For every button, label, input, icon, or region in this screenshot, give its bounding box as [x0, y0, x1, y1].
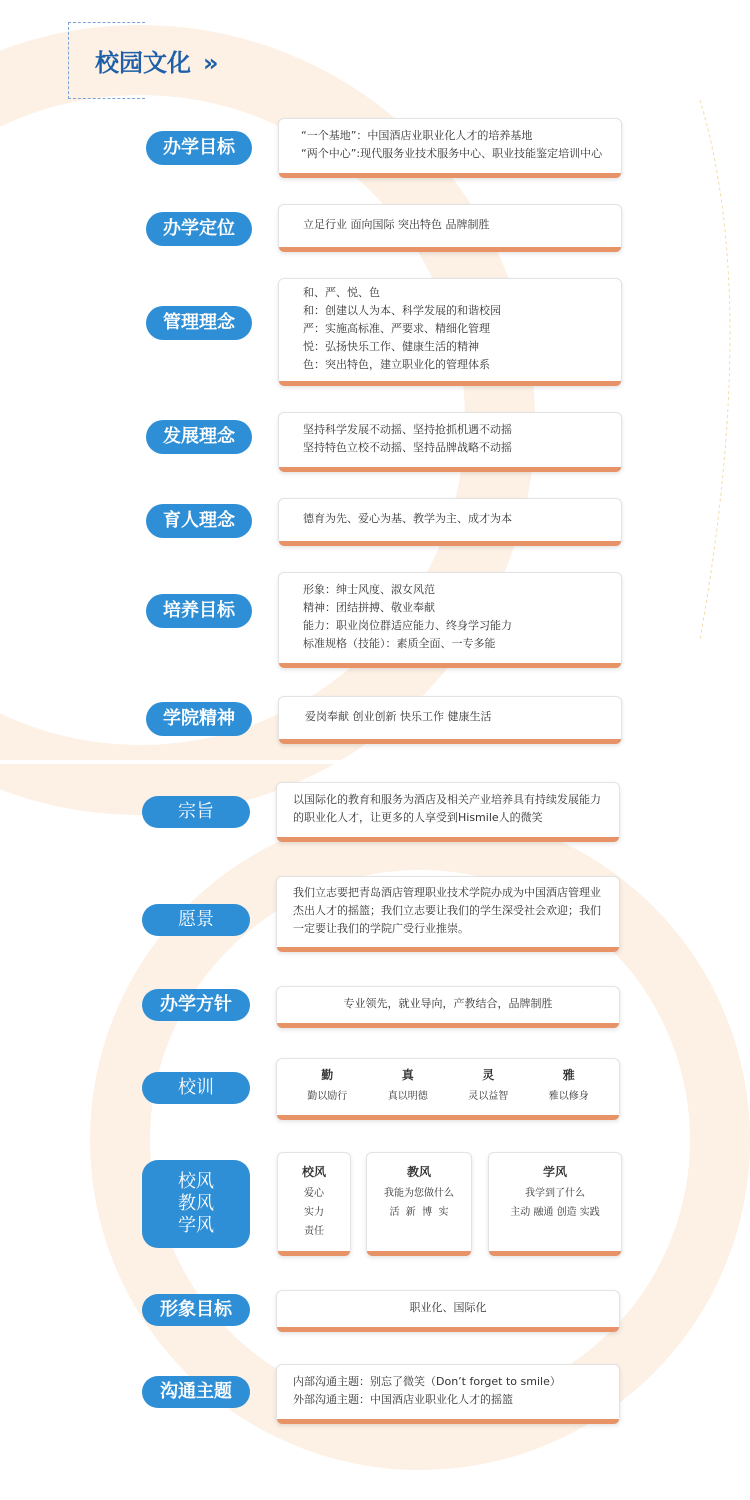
text-line: 的职业化人才，让更多的人享受到Hismile人的微笑: [293, 811, 543, 824]
box-image-goal: [276, 1290, 620, 1332]
style-title: 学风: [542, 1165, 567, 1179]
label-college-spirit: 学院精神: [146, 702, 252, 736]
label-management-concept: 管理理念: [146, 306, 252, 340]
text-line: 和、严、悦、色: [303, 286, 380, 299]
text-line: 色：突出特色，建立职业化的管理体系: [303, 358, 490, 371]
label-line: 学风: [178, 1215, 214, 1236]
page-title-text: 校园文化: [95, 49, 191, 77]
text-line: 德育为先、爱心为基、教学为主、成才为本: [303, 512, 512, 525]
text-line: 外部沟通主题：中国酒店业职业化人才的摇篮: [293, 1393, 513, 1406]
label-motto: 校训: [142, 1072, 250, 1104]
motto-phrase: 灵以益智: [468, 1091, 509, 1102]
text-line: “两个中心”:现代服务业技术服务中心、职业技能鉴定培训中心: [301, 147, 603, 160]
text-line: 爱岗奉献 创业创新 快乐工作 健康生活: [305, 710, 492, 723]
box-learning-style: [488, 1152, 622, 1256]
motto-char: 勤: [321, 1068, 334, 1082]
label-image-goal: 形象目标: [142, 1294, 250, 1326]
text-line: 悦：弘扬快乐工作、健康生活的精神: [303, 340, 479, 353]
style-title: 校风: [301, 1165, 326, 1179]
text-line: 立足行业 面向国际 突出特色 品牌制胜: [303, 218, 490, 231]
style-line: 我能为您做什么: [384, 1188, 454, 1199]
motto-item: [529, 1066, 609, 1106]
text-line: 和：创建以人为本、科学发展的和谐校园: [303, 304, 501, 317]
motto-item: [368, 1066, 448, 1106]
motto-phrase: 雅以修身: [548, 1091, 589, 1102]
label-vision: 愿景: [142, 904, 250, 936]
box-mission: [276, 782, 620, 842]
box-training-goal: [278, 572, 622, 668]
motto-item: [287, 1066, 367, 1106]
box-vision: [276, 876, 620, 952]
motto-char: 雅: [562, 1068, 575, 1082]
text-line: 精神：团结拼搏、敬业奉献: [303, 601, 435, 614]
text-line: 专业领先，就业导向，产教结合，品牌制胜: [343, 997, 553, 1010]
label-guideline: 办学方针: [142, 989, 250, 1021]
style-line: 责任: [304, 1226, 324, 1237]
text-line: 职业化、国际化: [409, 1301, 487, 1314]
box-development-concept: [278, 412, 622, 472]
label-development-concept: 发展理念: [146, 420, 252, 454]
style-line: 主动 融通 创造 实践: [510, 1207, 600, 1218]
box-positioning: [278, 204, 622, 252]
motto-phrase: 勤以励行: [307, 1091, 348, 1102]
text-line: 形象：绅士风度、淑女风范: [303, 583, 435, 596]
text-line: 杰出人才的摇篮；我们立志要让我们的学生深受社会欢迎；我们: [293, 904, 601, 917]
motto-phrase: 真以明德: [387, 1091, 428, 1102]
motto-char: 灵: [482, 1068, 495, 1082]
text-line: 严：实施高标准、严要求、精细化管理: [303, 322, 490, 335]
label-nurturing-concept: 育人理念: [146, 504, 252, 538]
style-line: 实力: [304, 1207, 324, 1218]
label-communication-theme: 沟通主题: [142, 1376, 250, 1408]
box-motto: [276, 1058, 620, 1120]
style-line: 爱心: [304, 1188, 324, 1199]
box-communication-theme: [276, 1364, 620, 1424]
text-line: 以国际化的教育和服务为酒店及相关产业培养具有持续发展能力: [293, 793, 601, 806]
chevron-right-icon: »: [203, 49, 219, 77]
box-college-spirit: [278, 696, 622, 744]
text-line: 内部沟通主题：别忘了微笑（Don’t forget to smile）: [293, 1375, 561, 1388]
label-positioning: 办学定位: [146, 212, 252, 246]
label-mission: 宗旨: [142, 796, 250, 828]
box-guideline: [276, 986, 620, 1028]
style-title: 教风: [406, 1165, 431, 1179]
text-line: 我们立志要把青岛酒店管理职业技术学院办成为中国酒店管理业: [293, 886, 601, 899]
label-education-goal: 办学目标: [146, 131, 252, 165]
box-teaching-style: [366, 1152, 472, 1256]
text-line: 坚持科学发展不动摇、坚持抢抓机遇不动摇: [303, 423, 512, 436]
box-management-concept: [278, 278, 622, 386]
motto-char: 真: [401, 1068, 414, 1082]
box-school-style: [277, 1152, 351, 1256]
box-nurturing-concept: [278, 498, 622, 546]
text-line: 坚持特色立校不动摇、坚持品牌战略不动摇: [303, 441, 512, 454]
style-line: 我学到了什么: [525, 1188, 585, 1199]
label-styles: [142, 1160, 250, 1248]
box-education-goal: [278, 118, 622, 178]
text-line: 标准规格（技能）：素质全面、一专多能: [303, 637, 496, 650]
label-line: 教风: [178, 1193, 214, 1214]
label-line: 校风: [178, 1171, 214, 1192]
style-line: 活 新 博 实: [389, 1207, 449, 1218]
page-title: [95, 43, 219, 78]
text-line: “一个基地”：中国酒店业职业化人才的培养基地: [301, 129, 533, 142]
motto-grid: [287, 1066, 609, 1106]
motto-item: [448, 1066, 528, 1106]
text-line: 一定要让我们的学院广受行业推崇。: [293, 922, 469, 935]
text-line: 能力：职业岗位群适应能力、终身学习能力: [303, 619, 512, 632]
label-training-goal: 培养目标: [146, 594, 252, 628]
